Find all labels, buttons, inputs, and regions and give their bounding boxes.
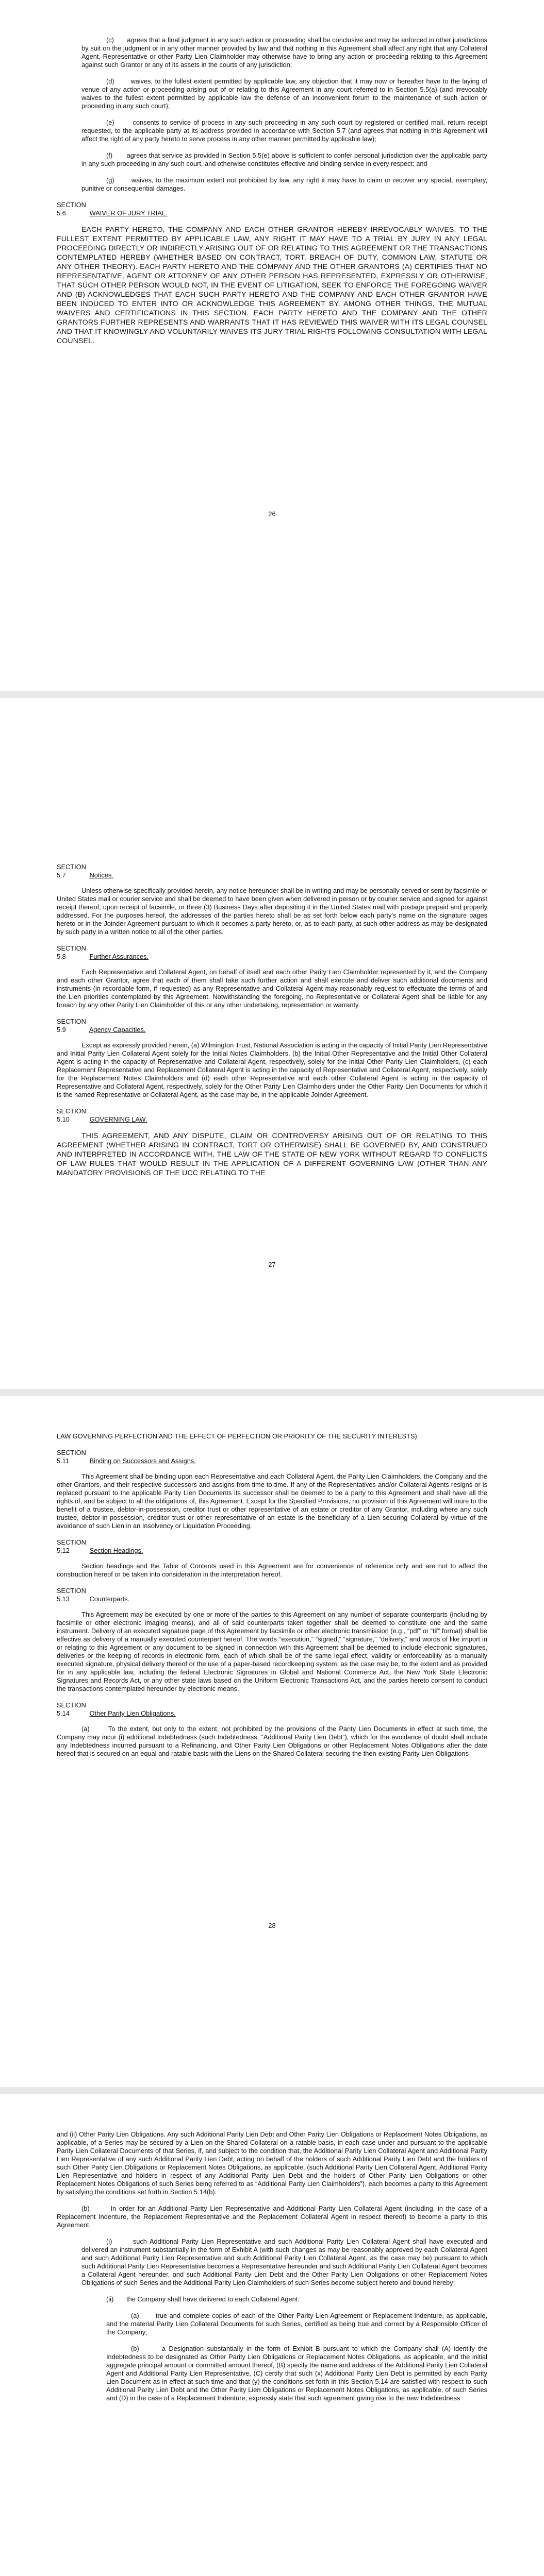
paragraph-5-14-b-ii-b: (b) a Designation substantially in the form of Exhibit B pursuant to which the Company shall (A) identify the Indebtedness to be designated as Other Parity Lien Obligations or Replacement Notes Obligations, as applicable, and the initial aggregate principal amount or committed amount thereof, (B) specify the name and address of the Additional Parity Lien Collateral Agent and Additional Parity Lien Representative, (C) certify that such (x) Additional Parity Lien Debt is permitted by each Parity Lien Document as in effect at such time and that (y) the conditions set forth in this Section 5.14 are satisfied with respect to such Additional Parity Lien Debt and the Other Parity Lien Obligations or Replacement Notes Obligations, as applicable, of such Series and (D) in the case of a Replacement Indenture, expressly state that such agreement giving rise to the new Indebtedness <box>106 2345 487 2402</box>
continued-text: and (ii) Other Parity Lien Obligations. Any such Additional Parity Lien Debt and Other Parity Lien Obligations or Replacement Notes Obligations, as applicable, of a Series may be secured by a Lien on the Shared Collateral on a ratable basis, in each case under and pursuant to the applicable Parity Lien Collateral Documents of that Series, if, and subject to the condition that, the Additional Parity Lien Collateral Agent and Additional Parity Lien Representative of any such Additional Parity Lien Debt, acting on behalf of the holders of such Additional Parity Lien Debt and the holders of such Other Parity Lien Obligations or Replacement Notes Obligations, as applicable, (such Additional Parity Lien Collateral Agent, Additional Parity Lien Representative and holders in respect of any Additional Parity Lien Debt and the holders of Other Parity Lien Obligations or other Replacement Notes Obligations of such Series being referred to as “Additional Parity Lien Claimholders”), each becomes a party to this Agreement by satisfying the conditions set forth in Section 5.14(b). <box>57 2130 487 2196</box>
section-body: Except as expressly provided herein, (a) Wilmington Trust, National Association is acting in the capacity of Initial Parity Lien Representative and Initial Parity Lien Collateral Agent solely for the Initial Notes Claimholders, (b) the Initial Other Representative and the Initial Other Collateral Agent is acting in the capacity of Representative and Collateral Agent, respectively, solely for the Initial Other Parity Lien Claimholders, (c) each Replacement Representative and Replacement Collateral Agent is acting in the capacity of Representative and Collateral Agent, respectively, solely for the Replacement Notes Claimholders and (d) each other Representative and each other Collateral Agent is acting in the capacity of Representative and Collateral Agent, respectively, solely for the Other Parity Lien Claimholders under the Other Parity Lien Documents for which it is the named Representative or Collateral Agent, as the case may be, in the applicable Joinder Agreement. <box>57 1041 487 1098</box>
section-body: Section headings and the Table of Contents used in this Agreement are for convenience of reference only and are not to affect the construction hereof or be taken into consideration in the interpretation hereof. <box>57 1562 487 1578</box>
page-number: 28 <box>268 1922 276 1929</box>
paragraph-5-5-e: (e) consents to service of process in any such proceeding in any such court by registered or certified mail, return receipt requested, to the applicable party at its address provided in accordance with Section 5.7 (and agrees that nothing in this Agreement will affect the right of any party hereto to serve process in any other manner permitted by applicable law); <box>81 118 487 143</box>
page-number: 27 <box>268 1261 276 1268</box>
section-body: Each Representative and Collateral Agent, on behalf of itself and each other Parity Lien Claimholder represented by it, and the Company and each other Grantor, agree that each of them shall take such further action and shall execute and deliver such additional documents and instruments (in recordable form, if requested) as any Representative and Collateral Agent may reasonably request to effectuate the terms of and the Lien priorities contemplated by this Agreement. Notwithstanding the foregoing, no Representative or Collateral Agent shall be liable for any breach by any other Parity Lien Claimholder of this or any other undertaking, representation or warranty. <box>57 968 487 1009</box>
section-heading <box>57 1701 487 1718</box>
section-body: Unless otherwise specifically provided herein, any notice hereunder shall be in writing and may be personally served or sent by facsimile or United States mail or courier service and shall be deemed to have been given when delivered in person or by courier service and signed for against receipt thereof, upon receipt of facsimile, or three (3) Business Days after depositing it in the United States mail with postage prepaid and properly addressed. For the purposes hereof, the addresses of the parties hereto shall be as set forth below each party’s name on the signature pages hereto or in the Joinder Agreement pursuant to which it becomes a party hereto, or, as to each party, at such other address as may be designated by such party in a written notice to all of the other parties. <box>57 887 487 936</box>
section-heading <box>57 1538 487 1555</box>
section-heading <box>57 1449 487 1465</box>
section-title: WAIVER OF JURY TRIAL. <box>89 209 168 217</box>
section-title: Counterparts. <box>89 1595 130 1603</box>
paragraph-5-5-d: (d) waives, to the fullest extent permitted by applicable law, any objection that it may now or hereafter have to the laying of venue of any action or proceeding arising out of or relating to this Agreement in any court referred to in Section 5.5(a) (and irrevocably waives to the fullest extent permitted by applicable law the defense of an inconvenient forum to the maintenance of such action or proceeding in any such court); <box>81 77 487 110</box>
section-title: Agency Capacities. <box>89 1026 146 1033</box>
section-title: Notices. <box>89 871 113 879</box>
section-number: SECTION 5.12 <box>57 1538 86 1554</box>
document-page <box>0 0 544 691</box>
section-heading <box>57 863 487 879</box>
section-heading <box>57 201 487 217</box>
section-title: Binding on Successors and Assigns. <box>89 1457 196 1465</box>
section-number: SECTION 5.13 <box>57 1587 86 1603</box>
paragraph-5-14-b-ii: (ii) the Company shall have delivered to each Collateral Agent: <box>106 2295 300 2303</box>
section-body: This Agreement shall be binding upon each Representative and each Collateral Agent, the Parity Lien Claimholders, the Company and the other Grantors, and their respective successors and assigns from time to time. If any of the Representatives and/or Collateral Agents resigns or is replaced pursuant to the applicable Parity Lien Documents its successor shall be deemed to be a party to this Agreement and shall have all the rights of, and be subject to all the obligations of, this Agreement. Except for the Specified Provisions, no provision of this Agreement will inure to the benefit of a trustee, debtor-in-possession, creditor trust or other representative of an estate or creditor of any Grantor, including where any such trustee, debtor-in-possession, creditor trust or other representative of an estate is the beneficiary of a Lien securing Collateral by virtue of the avoidance of such Lien in an Insolvency or Liquidation Proceeding. <box>57 1472 487 1530</box>
section-title: Other Parity Lien Obligations. <box>89 1709 176 1717</box>
paragraph-5-14-b-i: (i) such Additional Parity Lien Representative and such Additional Parity Lien Collateral Agent shall have executed and delivered an instrument substantially in the form of Exhibit A (with such changes as may be reasonably approved by each Collateral Agent and such Additional Parity Lien Representative and such Additional Parity Lien Collateral Agent, as the case may be) pursuant to which such Additional Parity Lien Representative becomes a Representative hereunder and such Additional Parity Lien Collateral Agent becomes a Collateral Agent hereunder, and such Additional Parity Lien Debt and the Other Parity Lien Obligations or other Replacement Notes Obligations of such Series and the Additional Parity Lien Claimholders of such Series become subject hereto and bound hereby; <box>81 2238 487 2286</box>
section-number: SECTION 5.14 <box>57 1701 86 1717</box>
section-body: This Agreement may be executed by one or more of the parties to this Agreement on any number of separate counterparts (including by facsimile or other electronic imaging means), and all of said counterparts taken together shall be deemed to constitute one and the same instrument. Delivery of an executed signature page of this Agreement by facsimile or other electronic transmission (e.g., “pdf” or “tif” format) shall be effective as delivery of a manually executed counterpart hereof. The words “execution,” “signed,” “signature,” “delivery,” and words of like import in or relating to this Agreement or any document to be signed in connection with this Agreement shall be deemed to include electronic signatures, deliveries or the keeping of records in electronic form, each of which shall be of the same legal effect, validity or enforceability as a manually executed signature, physical delivery thereof or the use of a paper-based recordkeeping system, as the case may be, to the extent and as provided for in any applicable law, including the federal Electronic Signatures in Global and National Commerce Act, the New York State Electronic Signatures and Records Act, or any other state laws based on the Uniform Electronic Transactions Act, and the parties hereto consent to conduct the transactions contemplated hereunder by electronic means. <box>57 1611 488 1692</box>
continued-text: LAW GOVERNING PERFECTION AND THE EFFECT OF PERFECTION OR PRIORITY OF THE SECURITY INTERESTS). <box>57 1432 419 1440</box>
section-title: GOVERNING LAW. <box>89 1115 147 1123</box>
section-number: SECTION 5.11 <box>57 1449 86 1465</box>
section-title: Section Headings. <box>89 1547 143 1554</box>
document-page <box>0 2094 544 2576</box>
section-number: SECTION 5.10 <box>57 1107 86 1123</box>
paragraph-5-14-b-ii-a: (a) true and complete copies of each of the Other Parity Lien Agreement or Replacement Indenture, as applicable, and the material Parity Lien Collateral Documents for such Series, certified as being true and correct by a Responsible Officer of the Company; <box>106 2312 487 2336</box>
document-page <box>0 1396 544 2087</box>
section-title: Further Assurances. <box>89 953 149 960</box>
paragraph-5-5-f: (f) agrees that service as provided in Section 5.5(e) above is sufficient to confer personal jurisdiction over the applicable party in any such proceeding in any such court, and otherwise constitutes effective and binding service in every respect; and <box>81 151 487 167</box>
paragraph-5-5-g: (g) waives, to the maximum extent not prohibited by law, any right it may have to claim or recover any special, exemplary, punitive or consequential damages. <box>81 176 487 192</box>
section-body: EACH PARTY HERETO, THE COMPANY AND EACH OTHER GRANTOR HEREBY IRREVOCABLY WAIVES, TO THE FULLEST EXTENT PERMITTED BY APPLICABLE LAW, ANY RIGHT IT MAY HAVE TO A TRIAL BY JURY IN ANY LEGAL PROCEEDING DIRECTLY OR INDIRECTLY ARISING OUT OF OR RELATING TO THIS AGREEMENT OR THE TRANSACTIONS CONTEMPLATED HEREBY (WHETHER BASED ON CONTRACT, TORT, BREACH OF DUTY, COMMON LAW, STATUTE OR ANY OTHER THEORY). EACH PARTY HERETO AND THE COMPANY AND THE OTHER GRANTORS (A) CERTIFIES THAT NO REPRESENTATIVE, AGENT OR ATTORNEY OF ANY OTHER PERSON HAS REPRESENTED, EXPRESSLY OR OTHERWISE, THAT SUCH OTHER PERSON WOULD NOT, IN THE EVENT OF LITIGATION, SEEK TO ENFORCE THE FOREGOING WAIVER AND (B) ACKNOWLEDGES THAT EACH SUCH PARTY HERETO AND THE COMPANY AND EACH OTHER GRANTOR HAVE BEEN INDUCED TO ENTER INTO OR ACKNOWLEDGE THIS AGREEMENT BY, AMONG OTHER THINGS, THE MUTUAL WAIVERS AND CERTIFICATIONS IN THIS SECTION. EACH PARTY HERETO AND THE COMPANY AND THE OTHER GRANTORS FURTHER REPRESENTS AND WARRANTS THAT IT HAS REVIEWED THIS WAIVER WITH ITS LEGAL COUNSEL AND THAT IT KNOWINGLY AND VOLUNTARILY WAIVES ITS JURY TRIAL RIGHTS FOLLOWING CONSULTATION WITH LEGAL COUNSEL. <box>57 225 487 345</box>
section-body: THIS AGREEMENT, AND ANY DISPUTE, CLAIM OR CONTROVERSY ARISING OUT OF OR RELATING TO THIS AGREEMENT (WHETHER ARISING IN CONTRACT, TORT OR OTHERWISE) SHALL BE GOVERNED BY, AND CONSTRUED AND INTERPRETED IN ACCORDANCE WITH, THE LAW OF THE STATE OF NEW YORK WITHOUT REGARD TO CONFLICTS OF LAW RULES THAT WOULD RESULT IN THE APPLICATION OF A DIFFERENT GOVERNING LAW (OTHER THAN ANY MANDATORY PROVISIONS OF THE UCC RELATING TO THE <box>57 1131 487 1177</box>
paragraph-5-14-b: (b) In order for an Additional Parity Lien Representative and Additional Parity Lien Collateral Agent (including, in the case of a Replacement Indenture, the Replacement Representative and the Replacement Collateral Agent in respect thereof) to become a party to this Agreement, <box>57 2205 487 2229</box>
section-number: SECTION 5.8 <box>57 944 86 960</box>
section-heading <box>57 1107 487 1124</box>
section-heading <box>57 1018 487 1034</box>
section-heading <box>57 944 487 961</box>
document-page <box>0 698 544 1389</box>
section-number: SECTION 5.9 <box>57 1018 86 1033</box>
section-body: (a) To the extent, but only to the extent, not prohibited by the provisions of the Parity Lien Documents in effect at such time, the Company may incur (i) additional Indebtedness (such Indebtedness, “Additional Parity Lien Debt”), which for the avoidance of doubt shall include any Indebtedness incurred pursuant to a Refinancing, and Other Parity Lien Obligations or other Replacement Notes Obligations after the date hereof that is secured on an equal and ratable basis with the Liens on the Shared Collateral securing the then-existing Parity Lien Obligations <box>57 1725 487 1757</box>
section-number: SECTION 5.6 <box>57 201 86 217</box>
paragraph-5-5-c: (c) agrees that a final judgment in any such action or proceeding shall be conclusive and may be enforced in other jurisdictions by suit on the judgment or in any other manner provided by law and that nothing in this Agreement shall affect any right that any Collateral Agent, Representative or other Parity Lien Claimholder may otherwise have to bring any action or proceeding relating to this Agreement against such Grantor or any of its assets in the courts of any jurisdiction; <box>81 36 487 69</box>
section-number: SECTION 5.7 <box>57 863 86 879</box>
page-number: 26 <box>268 510 276 518</box>
section-heading <box>57 1587 487 1603</box>
